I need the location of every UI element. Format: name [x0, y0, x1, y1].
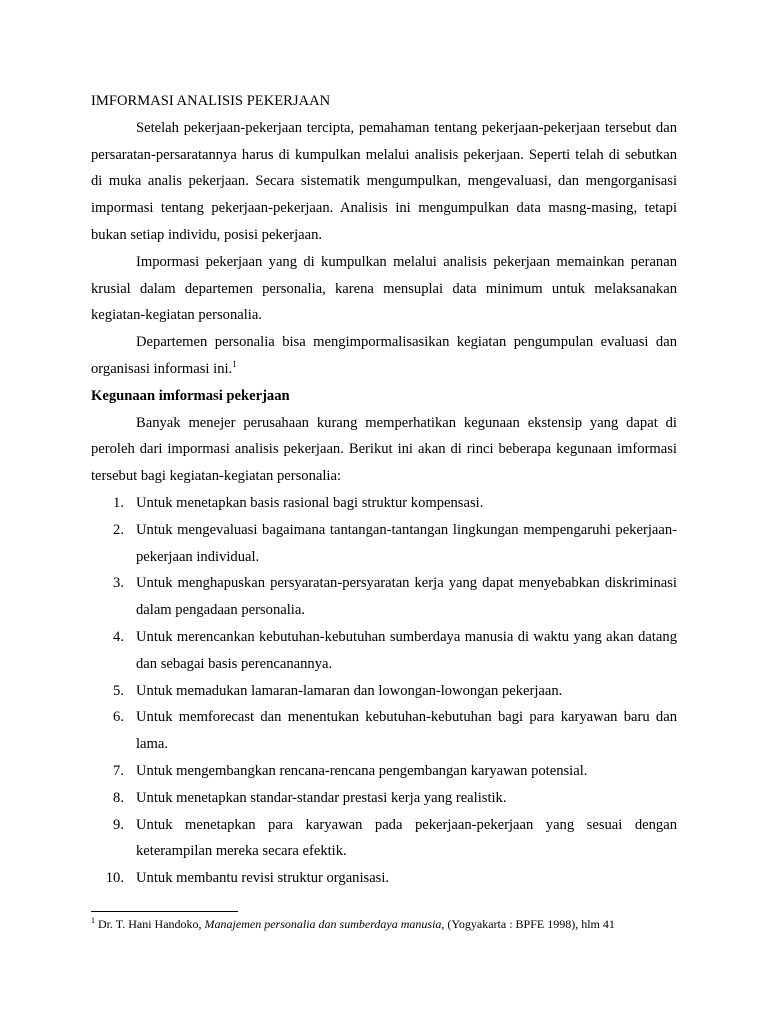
- list-item: [91, 812, 677, 866]
- list-item: [91, 490, 677, 517]
- list-item-number: 10.: [105, 870, 124, 887]
- footnote-reference[interactable]: 1: [232, 358, 237, 369]
- list-item: [91, 865, 677, 892]
- list-item-text: Untuk menetapkan para karyawan pada pekerjaan-pekerjaan yang sesuai dengan keterampilan mereka secara efektik.: [136, 816, 677, 860]
- list-item: [91, 624, 677, 678]
- document-title: IMFORMASI ANALISIS PEKERJAAN: [91, 93, 331, 109]
- section-heading: Kegunaan imformasi pekerjaan: [91, 387, 290, 404]
- section-intro: Banyak menejer perusahaan kurang memperhatikan kegunaan ekstensip yang dapat di peroleh dari impormasi analisis pekerjaan. Berikut ini akan di rinci beberapa kegunaan imformasi tersebut bagi kegiatan-kegiatan personalia:: [91, 414, 677, 485]
- list-item-text: Untuk mengembangkan rencana-rencana pengembangan karyawan potensial.: [136, 762, 588, 779]
- list-item-number: 2.: [113, 521, 124, 538]
- list-item: [91, 785, 677, 812]
- usage-list: [91, 490, 677, 892]
- list-item-text: Untuk membantu revisi struktur organisasi.: [136, 870, 390, 887]
- list-item: [91, 678, 677, 705]
- list-item-text: Untuk menetapkan basis rasional bagi struktur kompensasi.: [136, 494, 484, 511]
- paragraph-3-text: Departemen personalia bisa mengimpormalisasikan kegiatan pengumpulan evaluasi dan organisasi informasi ini.: [91, 334, 677, 377]
- footnote: [91, 915, 691, 933]
- paragraph-1: Setelah pekerjaan-pekerjaan tercipta, pemahaman tentang pekerjaan-pekerjaan tersebut dan persaratan-persaratannya harus di kumpulkan melalui analisis pekerjaan. Seperti telah di sebutkan di muka analis pekerjaan. Secara sistematik mengumpulkan, mengevaluasi, dan mengorganisasi impormasi tentang pekerjaan-pekerjaan. Analisis ini mengumpulkan data masng-masing, tetapi bukan setiap individu, posisi pekerjaan.: [91, 119, 677, 243]
- list-item-text: Untuk menetapkan standar-standar prestasi kerja yang realistik.: [136, 789, 507, 806]
- list-item-number: 8.: [113, 789, 124, 806]
- list-item-number: 3.: [113, 575, 124, 592]
- list-item-text: Untuk merencankan kebutuhan-kebutuhan sumberdaya manusia di waktu yang akan datang dan sebagai basis perencanannya.: [136, 628, 677, 672]
- footnote-marker: 1: [91, 916, 95, 925]
- list-item-number: 9.: [113, 816, 124, 833]
- paragraph-2: Impormasi pekerjaan yang di kumpulkan melalui analisis pekerjaan memainkan peranan krusial dalam departemen personalia, karena mensuplai data minimum untuk melaksanakan kegiatan-kegiatan personalia.: [91, 253, 677, 324]
- list-item: [91, 704, 677, 758]
- document-body: [91, 88, 677, 892]
- footnote-book-title: Manajemen personalia dan sumberdaya manusia,: [204, 917, 445, 931]
- paragraph-3: [91, 329, 677, 383]
- list-item: [91, 758, 677, 785]
- list-item: [91, 570, 677, 624]
- list-item-number: 5.: [113, 682, 124, 699]
- list-item-number: 7.: [113, 762, 124, 779]
- list-item: [91, 517, 677, 571]
- list-item-number: 1.: [113, 494, 124, 511]
- list-item-number: 6.: [113, 709, 124, 726]
- footnote-author: Dr. T. Hani Handoko,: [95, 917, 205, 931]
- list-item-text: Untuk memforecast dan menentukan kebutuhan-kebutuhan bagi para karyawan baru dan lama.: [136, 709, 677, 753]
- list-item-text: Untuk mengevaluasi bagaimana tantangan-tantangan lingkungan mempengaruhi pekerjaan-pekerjaan individual.: [136, 521, 677, 565]
- list-item-number: 4.: [113, 628, 124, 645]
- list-item-text: Untuk memadukan lamaran-lamaran dan lowongan-lowongan pekerjaan.: [136, 682, 563, 699]
- list-item-text: Untuk menghapuskan persyaratan-persyaratan kerja yang dapat menyebabkan diskriminasi dalam pengadaan personalia.: [136, 575, 677, 619]
- footnote-publication: (Yogyakarta : BPFE 1998), hlm 41: [444, 917, 615, 931]
- footnote-separator: [91, 911, 238, 912]
